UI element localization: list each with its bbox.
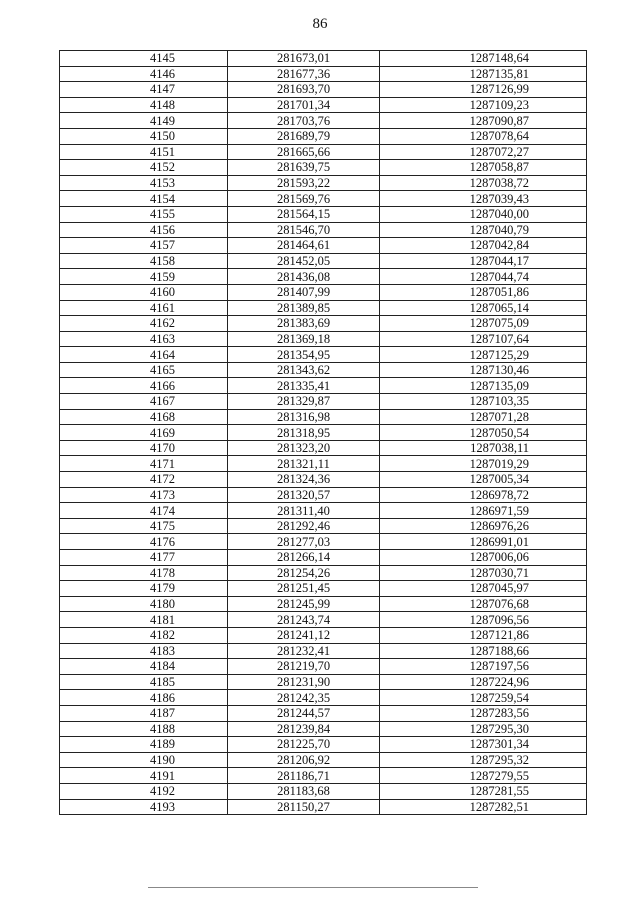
x-coordinate-cell: 281407,99 bbox=[228, 284, 380, 300]
x-coordinate-cell: 281266,14 bbox=[228, 550, 380, 566]
point-number-cell: 4176 bbox=[60, 534, 228, 550]
y-coordinate-cell: 1287030,71 bbox=[380, 565, 587, 581]
point-number-cell: 4150 bbox=[60, 128, 228, 144]
y-coordinate-cell: 1287121,86 bbox=[380, 627, 587, 643]
x-coordinate-cell: 281335,41 bbox=[228, 378, 380, 394]
table-row bbox=[60, 66, 587, 82]
point-number-cell: 4181 bbox=[60, 612, 228, 628]
x-coordinate-cell: 281239,84 bbox=[228, 721, 380, 737]
x-coordinate-cell: 281701,34 bbox=[228, 97, 380, 113]
y-coordinate-cell: 1287006,06 bbox=[380, 550, 587, 566]
table-row bbox=[60, 799, 587, 815]
y-coordinate-cell: 1287279,55 bbox=[380, 768, 587, 784]
point-number-cell: 4177 bbox=[60, 550, 228, 566]
table-row bbox=[60, 643, 587, 659]
table-row bbox=[60, 737, 587, 753]
point-number-cell: 4189 bbox=[60, 737, 228, 753]
y-coordinate-cell: 1287038,72 bbox=[380, 175, 587, 191]
table-row bbox=[60, 409, 587, 425]
x-coordinate-cell: 281689,79 bbox=[228, 128, 380, 144]
point-number-cell: 4187 bbox=[60, 705, 228, 721]
y-coordinate-cell: 1287050,54 bbox=[380, 425, 587, 441]
x-coordinate-cell: 281323,20 bbox=[228, 440, 380, 456]
point-number-cell: 4172 bbox=[60, 472, 228, 488]
y-coordinate-cell: 1287188,66 bbox=[380, 643, 587, 659]
point-number-cell: 4151 bbox=[60, 144, 228, 160]
x-coordinate-cell: 281321,11 bbox=[228, 456, 380, 472]
x-coordinate-cell: 281546,70 bbox=[228, 222, 380, 238]
y-coordinate-cell: 1287045,97 bbox=[380, 581, 587, 597]
point-number-cell: 4154 bbox=[60, 191, 228, 207]
table-row bbox=[60, 144, 587, 160]
y-coordinate-cell: 1287065,14 bbox=[380, 300, 587, 316]
point-number-cell: 4160 bbox=[60, 284, 228, 300]
table-row bbox=[60, 284, 587, 300]
y-coordinate-cell: 1287019,29 bbox=[380, 456, 587, 472]
y-coordinate-cell: 1287107,64 bbox=[380, 331, 587, 347]
point-number-cell: 4147 bbox=[60, 82, 228, 98]
point-number-cell: 4178 bbox=[60, 565, 228, 581]
x-coordinate-cell: 281244,57 bbox=[228, 705, 380, 721]
x-coordinate-cell: 281383,69 bbox=[228, 316, 380, 332]
x-coordinate-cell: 281677,36 bbox=[228, 66, 380, 82]
x-coordinate-cell: 281245,99 bbox=[228, 596, 380, 612]
table-row bbox=[60, 581, 587, 597]
x-coordinate-cell: 281329,87 bbox=[228, 394, 380, 410]
point-number-cell: 4159 bbox=[60, 269, 228, 285]
y-coordinate-cell: 1287040,79 bbox=[380, 222, 587, 238]
coordinates-table bbox=[59, 50, 587, 815]
x-coordinate-cell: 281241,12 bbox=[228, 627, 380, 643]
x-coordinate-cell: 281183,68 bbox=[228, 783, 380, 799]
point-number-cell: 4152 bbox=[60, 160, 228, 176]
table-row bbox=[60, 487, 587, 503]
y-coordinate-cell: 1287005,34 bbox=[380, 472, 587, 488]
table-row bbox=[60, 659, 587, 675]
point-number-cell: 4171 bbox=[60, 456, 228, 472]
table-row bbox=[60, 113, 587, 129]
table-row bbox=[60, 705, 587, 721]
table-row bbox=[60, 128, 587, 144]
x-coordinate-cell: 281318,95 bbox=[228, 425, 380, 441]
y-coordinate-cell: 1287135,81 bbox=[380, 66, 587, 82]
x-coordinate-cell: 281703,76 bbox=[228, 113, 380, 129]
table-row bbox=[60, 238, 587, 254]
y-coordinate-cell: 1287125,29 bbox=[380, 347, 587, 363]
y-coordinate-cell: 1287078,64 bbox=[380, 128, 587, 144]
point-number-cell: 4168 bbox=[60, 409, 228, 425]
y-coordinate-cell: 1287103,35 bbox=[380, 394, 587, 410]
table-row bbox=[60, 752, 587, 768]
x-coordinate-cell: 281277,03 bbox=[228, 534, 380, 550]
x-coordinate-cell: 281593,22 bbox=[228, 175, 380, 191]
x-coordinate-cell: 281311,40 bbox=[228, 503, 380, 519]
x-coordinate-cell: 281320,57 bbox=[228, 487, 380, 503]
y-coordinate-cell: 1287197,56 bbox=[380, 659, 587, 675]
point-number-cell: 4161 bbox=[60, 300, 228, 316]
x-coordinate-cell: 281673,01 bbox=[228, 51, 380, 67]
x-coordinate-cell: 281324,36 bbox=[228, 472, 380, 488]
point-number-cell: 4166 bbox=[60, 378, 228, 394]
y-coordinate-cell: 1287148,64 bbox=[380, 51, 587, 67]
point-number-cell: 4179 bbox=[60, 581, 228, 597]
table-row bbox=[60, 425, 587, 441]
x-coordinate-cell: 281225,70 bbox=[228, 737, 380, 753]
point-number-cell: 4191 bbox=[60, 768, 228, 784]
y-coordinate-cell: 1287051,86 bbox=[380, 284, 587, 300]
point-number-cell: 4156 bbox=[60, 222, 228, 238]
point-number-cell: 4186 bbox=[60, 690, 228, 706]
table-row bbox=[60, 612, 587, 628]
y-coordinate-cell: 1287090,87 bbox=[380, 113, 587, 129]
x-coordinate-cell: 281343,62 bbox=[228, 362, 380, 378]
x-coordinate-cell: 281292,46 bbox=[228, 518, 380, 534]
table-row bbox=[60, 269, 587, 285]
y-coordinate-cell: 1287126,99 bbox=[380, 82, 587, 98]
x-coordinate-cell: 281569,76 bbox=[228, 191, 380, 207]
point-number-cell: 4190 bbox=[60, 752, 228, 768]
point-number-cell: 4148 bbox=[60, 97, 228, 113]
point-number-cell: 4182 bbox=[60, 627, 228, 643]
y-coordinate-cell: 1287224,96 bbox=[380, 674, 587, 690]
coordinates-table-body bbox=[60, 51, 587, 815]
x-coordinate-cell: 281150,27 bbox=[228, 799, 380, 815]
x-coordinate-cell: 281232,41 bbox=[228, 643, 380, 659]
table-row bbox=[60, 97, 587, 113]
point-number-cell: 4167 bbox=[60, 394, 228, 410]
point-number-cell: 4157 bbox=[60, 238, 228, 254]
table-row bbox=[60, 690, 587, 706]
y-coordinate-cell: 1287038,11 bbox=[380, 440, 587, 456]
y-coordinate-cell: 1287044,74 bbox=[380, 269, 587, 285]
point-number-cell: 4153 bbox=[60, 175, 228, 191]
point-number-cell: 4149 bbox=[60, 113, 228, 129]
table-row bbox=[60, 674, 587, 690]
table-row bbox=[60, 222, 587, 238]
x-coordinate-cell: 281564,15 bbox=[228, 206, 380, 222]
table-row bbox=[60, 253, 587, 269]
y-coordinate-cell: 1287301,34 bbox=[380, 737, 587, 753]
point-number-cell: 4193 bbox=[60, 799, 228, 815]
y-coordinate-cell: 1287259,54 bbox=[380, 690, 587, 706]
x-coordinate-cell: 281369,18 bbox=[228, 331, 380, 347]
y-coordinate-cell: 1286976,26 bbox=[380, 518, 587, 534]
y-coordinate-cell: 1287040,00 bbox=[380, 206, 587, 222]
x-coordinate-cell: 281639,75 bbox=[228, 160, 380, 176]
x-coordinate-cell: 281243,74 bbox=[228, 612, 380, 628]
table-row bbox=[60, 206, 587, 222]
table-row bbox=[60, 534, 587, 550]
table-row bbox=[60, 378, 587, 394]
y-coordinate-cell: 1287135,09 bbox=[380, 378, 587, 394]
x-coordinate-cell: 281231,90 bbox=[228, 674, 380, 690]
y-coordinate-cell: 1287044,17 bbox=[380, 253, 587, 269]
x-coordinate-cell: 281186,71 bbox=[228, 768, 380, 784]
point-number-cell: 4155 bbox=[60, 206, 228, 222]
table-row bbox=[60, 550, 587, 566]
table-row bbox=[60, 565, 587, 581]
y-coordinate-cell: 1286978,72 bbox=[380, 487, 587, 503]
y-coordinate-cell: 1287282,51 bbox=[380, 799, 587, 815]
y-coordinate-cell: 1287109,23 bbox=[380, 97, 587, 113]
x-coordinate-cell: 281452,05 bbox=[228, 253, 380, 269]
point-number-cell: 4183 bbox=[60, 643, 228, 659]
x-coordinate-cell: 281464,61 bbox=[228, 238, 380, 254]
table-row bbox=[60, 440, 587, 456]
x-coordinate-cell: 281206,92 bbox=[228, 752, 380, 768]
point-number-cell: 4165 bbox=[60, 362, 228, 378]
y-coordinate-cell: 1287096,56 bbox=[380, 612, 587, 628]
table-row bbox=[60, 347, 587, 363]
table-row bbox=[60, 394, 587, 410]
table-row bbox=[60, 472, 587, 488]
y-coordinate-cell: 1287072,27 bbox=[380, 144, 587, 160]
point-number-cell: 4158 bbox=[60, 253, 228, 269]
point-number-cell: 4185 bbox=[60, 674, 228, 690]
table-row bbox=[60, 456, 587, 472]
table-row bbox=[60, 51, 587, 67]
point-number-cell: 4145 bbox=[60, 51, 228, 67]
y-coordinate-cell: 1287281,55 bbox=[380, 783, 587, 799]
point-number-cell: 4169 bbox=[60, 425, 228, 441]
point-number-cell: 4180 bbox=[60, 596, 228, 612]
table-row bbox=[60, 82, 587, 98]
y-coordinate-cell: 1287283,56 bbox=[380, 705, 587, 721]
point-number-cell: 4146 bbox=[60, 66, 228, 82]
footer-rule bbox=[148, 887, 478, 888]
table-row bbox=[60, 783, 587, 799]
y-coordinate-cell: 1287295,32 bbox=[380, 752, 587, 768]
y-coordinate-cell: 1286991,01 bbox=[380, 534, 587, 550]
table-row bbox=[60, 362, 587, 378]
y-coordinate-cell: 1287295,30 bbox=[380, 721, 587, 737]
x-coordinate-cell: 281242,35 bbox=[228, 690, 380, 706]
point-number-cell: 4184 bbox=[60, 659, 228, 675]
x-coordinate-cell: 281316,98 bbox=[228, 409, 380, 425]
x-coordinate-cell: 281219,70 bbox=[228, 659, 380, 675]
x-coordinate-cell: 281665,66 bbox=[228, 144, 380, 160]
table-row bbox=[60, 331, 587, 347]
x-coordinate-cell: 281251,45 bbox=[228, 581, 380, 597]
page-number: 86 bbox=[312, 16, 328, 32]
x-coordinate-cell: 281389,85 bbox=[228, 300, 380, 316]
y-coordinate-cell: 1287075,09 bbox=[380, 316, 587, 332]
y-coordinate-cell: 1287071,28 bbox=[380, 409, 587, 425]
table-row bbox=[60, 627, 587, 643]
y-coordinate-cell: 1287058,87 bbox=[380, 160, 587, 176]
table-row bbox=[60, 768, 587, 784]
table-row bbox=[60, 300, 587, 316]
table-row bbox=[60, 596, 587, 612]
point-number-cell: 4164 bbox=[60, 347, 228, 363]
point-number-cell: 4173 bbox=[60, 487, 228, 503]
y-coordinate-cell: 1287042,84 bbox=[380, 238, 587, 254]
y-coordinate-cell: 1287039,43 bbox=[380, 191, 587, 207]
point-number-cell: 4162 bbox=[60, 316, 228, 332]
table-row bbox=[60, 316, 587, 332]
x-coordinate-cell: 281693,70 bbox=[228, 82, 380, 98]
x-coordinate-cell: 281254,26 bbox=[228, 565, 380, 581]
point-number-cell: 4174 bbox=[60, 503, 228, 519]
x-coordinate-cell: 281354,95 bbox=[228, 347, 380, 363]
table-row bbox=[60, 503, 587, 519]
table-row bbox=[60, 518, 587, 534]
x-coordinate-cell: 281436,08 bbox=[228, 269, 380, 285]
point-number-cell: 4192 bbox=[60, 783, 228, 799]
y-coordinate-cell: 1287130,46 bbox=[380, 362, 587, 378]
table-row bbox=[60, 721, 587, 737]
point-number-cell: 4175 bbox=[60, 518, 228, 534]
point-number-cell: 4170 bbox=[60, 440, 228, 456]
y-coordinate-cell: 1286971,59 bbox=[380, 503, 587, 519]
table-row bbox=[60, 160, 587, 176]
y-coordinate-cell: 1287076,68 bbox=[380, 596, 587, 612]
point-number-cell: 4188 bbox=[60, 721, 228, 737]
point-number-cell: 4163 bbox=[60, 331, 228, 347]
table-row bbox=[60, 191, 587, 207]
table-row bbox=[60, 175, 587, 191]
